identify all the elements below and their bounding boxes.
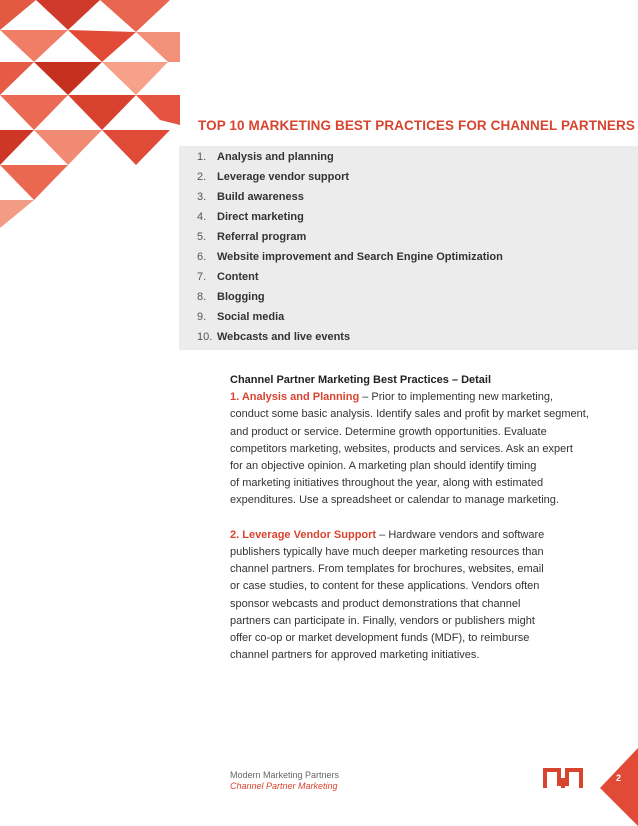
footer-document-title: Channel Partner Marketing	[230, 781, 338, 791]
section-2-line: partners can participate in. Finally, vendors or publishers might	[230, 614, 535, 627]
company-logo-icon	[543, 766, 583, 790]
section-2-line: channel partners for approved marketing initiatives.	[230, 649, 480, 662]
list-item-text: Blogging	[217, 291, 265, 303]
footer	[230, 770, 339, 792]
section-2-title: 2. Leverage Vendor Support	[230, 528, 377, 541]
footer-company: Modern Marketing Partners	[230, 770, 340, 780]
list-item-text: Direct marketing	[217, 211, 304, 223]
list-item-text: Website improvement and Search Engine Optimization	[217, 251, 503, 263]
list-item	[197, 311, 284, 323]
list-item-number: 7.	[197, 271, 207, 283]
section-1-line: and product or service. Determine growth opportunities. Evaluate	[230, 425, 547, 438]
list-item	[197, 271, 259, 283]
list-item-text: Social media	[217, 311, 285, 323]
section-1-line: conduct some basic analysis. Identify sales and profit by market segment,	[230, 408, 589, 421]
list-item-text: Content	[217, 271, 259, 283]
page-number: 2	[616, 773, 622, 783]
section-1-title: 1. Analysis and Planning	[230, 391, 360, 404]
section-1-line: – Prior to implementing new marketing,	[359, 391, 553, 404]
list-item	[197, 231, 306, 243]
list-item-text: Analysis and planning	[217, 151, 334, 163]
best-practices-list	[179, 146, 638, 350]
section-1-line: competitors marketing, websites, products and services. Ask an expert	[230, 442, 573, 455]
page-number-tab-icon	[600, 748, 638, 826]
section-2-line: channel partners. From templates for brochures, websites, email	[230, 563, 544, 576]
list-item-text: Leverage vendor support	[217, 171, 350, 183]
list-item	[197, 171, 349, 183]
section-1-line: expenditures. Use a spreadsheet or calendar to manage marketing.	[230, 494, 559, 507]
list-item-text: Build awareness	[217, 191, 304, 203]
section-2-line: or case studies, to content for these applications. Vendors often	[230, 580, 540, 593]
list-item	[197, 211, 304, 223]
decorative-triangle-pattern	[0, 0, 180, 230]
detail-line	[230, 527, 590, 544]
list-item-number: 5.	[197, 231, 207, 243]
list-item-number: 4.	[197, 211, 207, 223]
list-item-number: 8.	[197, 291, 207, 303]
section-2-line: publishers typically have much deeper marketing resources than	[230, 546, 544, 559]
list-item-number: 6.	[197, 251, 207, 263]
list-item-number: 9.	[197, 311, 207, 323]
list-item	[197, 151, 334, 163]
detail-section	[230, 372, 590, 664]
detail-line	[230, 389, 590, 406]
list-item-number: 1.	[197, 151, 207, 163]
list-item-number: 3.	[197, 191, 207, 203]
list-item	[197, 331, 350, 343]
list-item-number: 2.	[197, 171, 207, 183]
list-item	[197, 251, 503, 263]
section-2-line: – Hardware vendors and software	[376, 528, 545, 541]
page-title: TOP 10 MARKETING BEST PRACTICES FOR CHANNEL PARTNERS	[198, 118, 635, 133]
list-item-text: Referral program	[217, 231, 307, 243]
list-item	[197, 291, 265, 303]
list-item	[197, 191, 304, 203]
detail-heading: Channel Partner Marketing Best Practices – Detail	[230, 374, 492, 386]
list-item-text: Webcasts and live events	[217, 331, 351, 343]
section-1-line: of marketing initiatives throughout the year, along with estimated	[230, 477, 544, 490]
section-2-line: sponsor webcasts and product demonstrations that channel	[230, 597, 521, 610]
section-2-line: offer co-op or market development funds (MDF), to reimburse	[230, 632, 530, 645]
list-item-number: 10.	[197, 331, 213, 343]
section-1-line: for an objective opinion. A marketing plan should identify timing	[230, 460, 537, 473]
